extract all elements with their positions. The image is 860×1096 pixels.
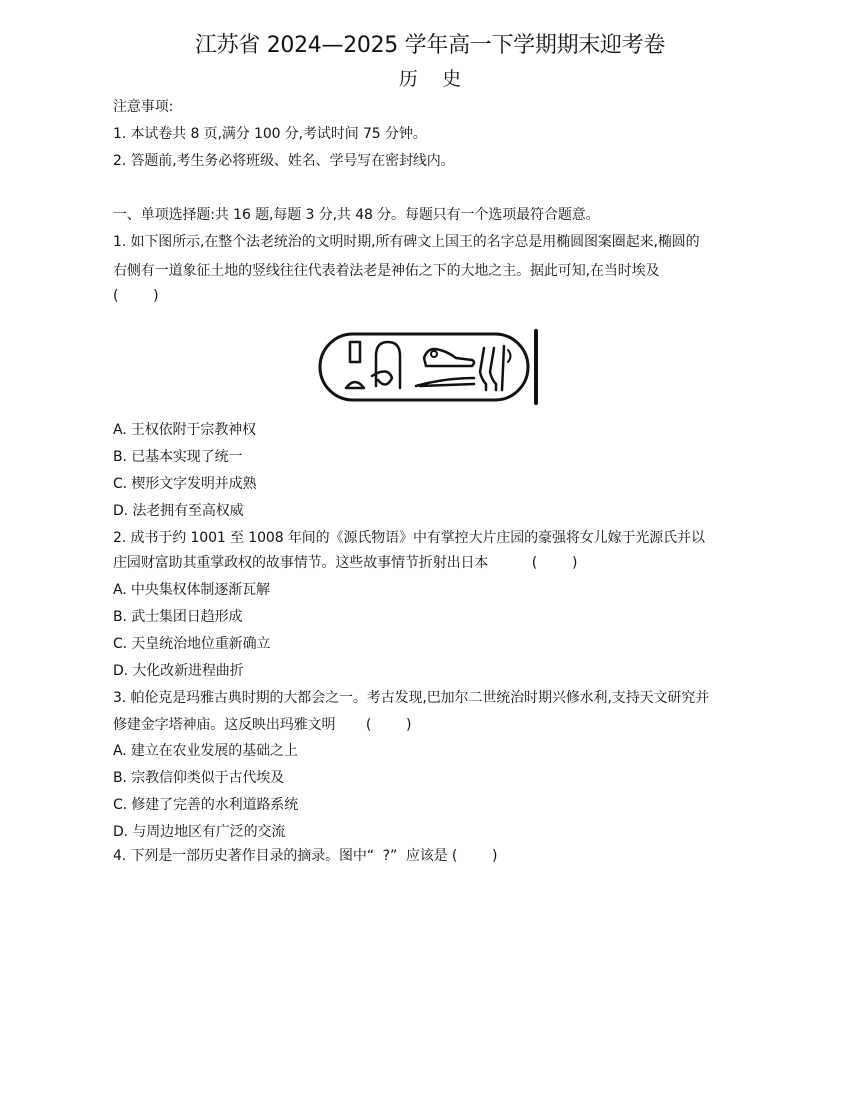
notice-item: 1. 本试卷共 8 页,满分 100 分,考试时间 75 分钟。 [113, 126, 427, 142]
question-1-option-a: A. 王权依附于宗教神权 [113, 422, 257, 438]
question-1-option-c: C. 楔形文字发明并成熟 [113, 476, 257, 492]
question-1-option-d: D. 法老拥有至高权威 [113, 503, 244, 519]
subject-title: 历 史 [398, 68, 462, 90]
question-3-option-c: C. 修建了完善的水利道路系统 [113, 797, 299, 813]
question-3-option-a: A. 建立在农业发展的基础之上 [113, 743, 298, 759]
question-1-stem: 右侧有一道象征土地的竖线往往代表着法老是神佑之下的大地之主。据此可知,在当时埃及 [113, 263, 660, 279]
question-2-stem: 庄园财富助其重掌政权的故事情节。这些故事情节折射出日本 ( ) [113, 555, 578, 571]
question-3-stem: 修建金字塔神庙。这反映出玛雅文明 ( ) [113, 717, 412, 733]
pharaoh-cartouche-image [316, 328, 544, 406]
question-1-option-b: B. 已基本实现了统一 [113, 449, 243, 465]
notice-item: 2. 答题前,考生务必将班级、姓名、学号写在密封线内。 [113, 153, 455, 169]
question-3-option-b: B. 宗教信仰类似于古代埃及 [113, 770, 285, 786]
question-2-option-a: A. 中央集权体制逐渐瓦解 [113, 582, 270, 598]
notice-heading: 注意事项: [113, 99, 174, 115]
exam-title: 江苏省 2024—2025 学年高一下学期期末迎考卷 [194, 33, 666, 58]
question-2-stem: 2. 成书于约 1001 至 1008 年间的《源氏物语》中有掌控大片庄园的豪强将女儿嫁于光源氏并以 [113, 530, 705, 546]
question-3-stem: 3. 帕伦克是玛雅古典时期的大都会之一。考古发现,巴加尔二世统治时期兴修水利,支持天文研究并 [113, 690, 710, 706]
question-2-option-c: C. 天皇统治地位重新确立 [113, 636, 271, 652]
question-1-answer-bracket: ( ) [113, 288, 159, 304]
question-2-option-b: B. 武士集团日趋形成 [113, 609, 243, 625]
question-1-stem: 1. 如下图所示,在整个法老统治的文明时期,所有碑文上国王的名字总是用椭圆图案圈起来,椭圆的 [113, 234, 700, 250]
question-4-stem: 4. 下列是一部历史著作目录的摘录。图中“ ?” 应该是 ( ) [113, 848, 498, 864]
question-2-option-d: D. 大化改新进程曲折 [113, 663, 244, 679]
question-3-option-d: D. 与周边地区有广泛的交流 [113, 824, 286, 840]
section-heading: 一、单项选择题:共 16 题,每题 3 分,共 48 分。每题只有一个选项最符合题意。 [113, 207, 600, 223]
